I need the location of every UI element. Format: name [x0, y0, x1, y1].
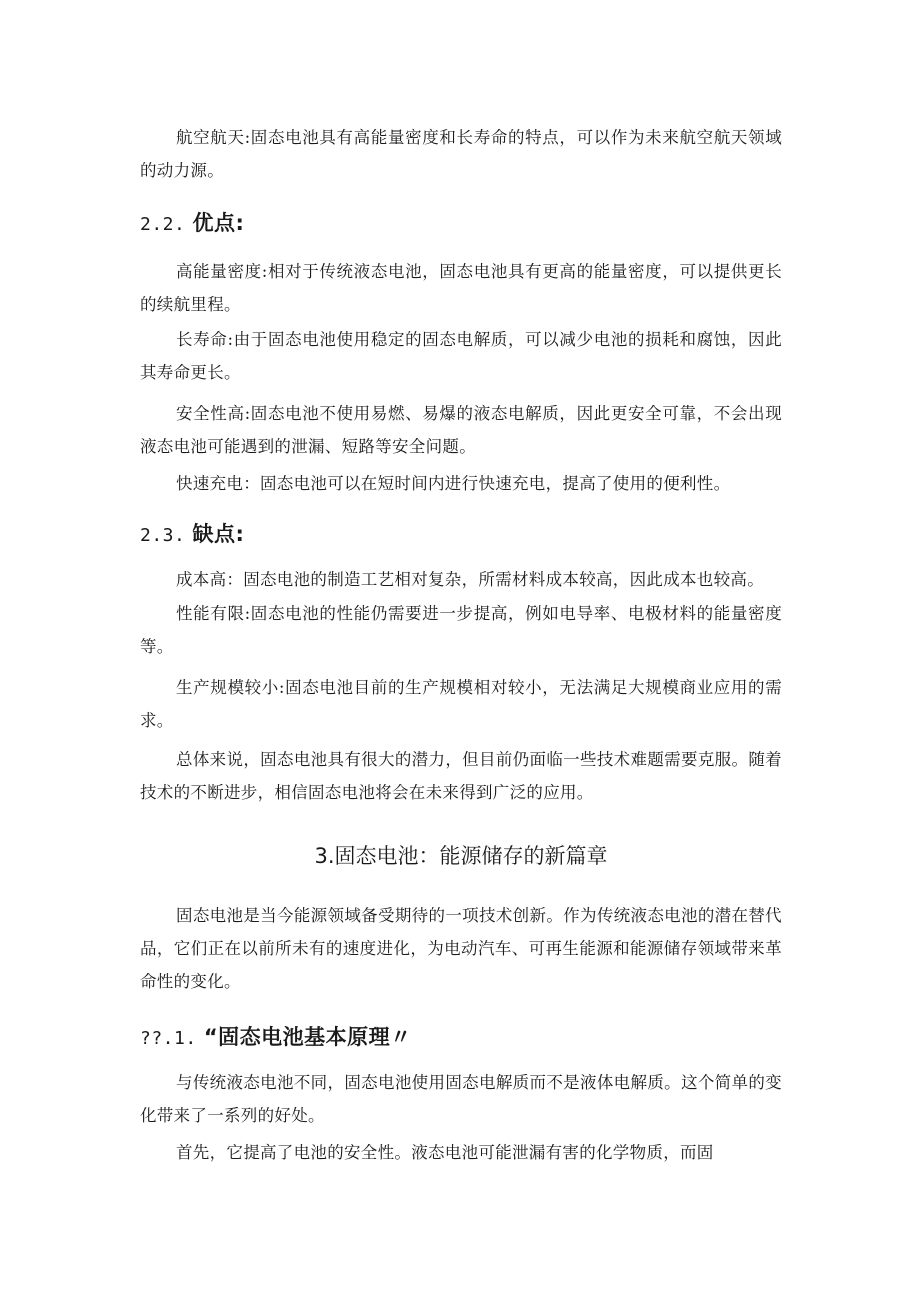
paragraph-principle-1: 与传统液态电池不同，固态电池使用固态电解质而不是液体电解质。这个简单的变化带来了一系列的好处。 — [140, 1073, 782, 1125]
paragraph-intro: 固态电池是当今能源领域备受期待的一项技术创新。作为传统液态电池的潜在替代品，它们正在以前所未有的速度进化，为电动汽车、可再生能源和能源储存领域带来革命性的变化。 — [140, 906, 782, 991]
heading-disadvantages — [140, 519, 782, 551]
paragraph-small-scale: 生产规模较小:固态电池目前的生产规模相对较小，无法满足大规模商业应用的需求。 — [140, 678, 782, 730]
section-title: 缺点: — [192, 522, 245, 546]
paragraph-principle-2: 首先，它提高了电池的安全性。液态电池可能泄漏有害的化学物质，而固 — [176, 1143, 714, 1162]
paragraph-high-safety: 安全性高:固态电池不使用易燃、易爆的液态电解质，因此更安全可靠，不会出现液态电池可能遇到的泄漏、短路等安全问题。 — [140, 404, 782, 456]
section-title: “固态电池基本原理〃 — [203, 1025, 412, 1049]
paragraph-aerospace: 航空航天:固态电池具有高能量密度和长寿命的特点，可以作为未来航空航天领域的动力源。 — [140, 128, 782, 180]
paragraph-summary: 总体来说，固态电池具有很大的潜力，但目前仍面临一些技术难题需要克服。随着技术的不断进步，相信固态电池将会在未来得到广泛的应用。 — [140, 750, 782, 802]
section-number: 2.3. — [140, 525, 186, 546]
paragraph-fast-charging: 快速充电：固态电池可以在短时间内进行快速充电，提高了使用的便利性。 — [176, 474, 731, 493]
paragraph-high-cost: 成本高：固态电池的制造工艺相对复杂，所需材料成本较高，因此成本也较高。 — [176, 570, 764, 589]
heading-basic-principle — [140, 1022, 782, 1054]
section-title: 优点: — [192, 211, 245, 235]
heading-advantages — [140, 208, 782, 240]
chapter-title: 3.固态电池：能源储存的新篇章 — [314, 844, 608, 868]
paragraph-high-energy-density: 高能量密度:相对于传统液态电池，固态电池具有更高的能量密度，可以提供更长的续航里程。 — [140, 262, 782, 314]
paragraph-limited-performance: 性能有限:固态电池的性能仍需要进一步提高，例如电导率、电极材料的能量密度等。 — [140, 604, 782, 656]
section-number: ??.1. — [140, 1028, 197, 1049]
paragraph-long-life: 长寿命:由于固态电池使用稳定的固态电解质，可以减少电池的损耗和腐蚀，因此其寿命更长。 — [140, 330, 782, 382]
section-number: 2.2. — [140, 214, 186, 235]
